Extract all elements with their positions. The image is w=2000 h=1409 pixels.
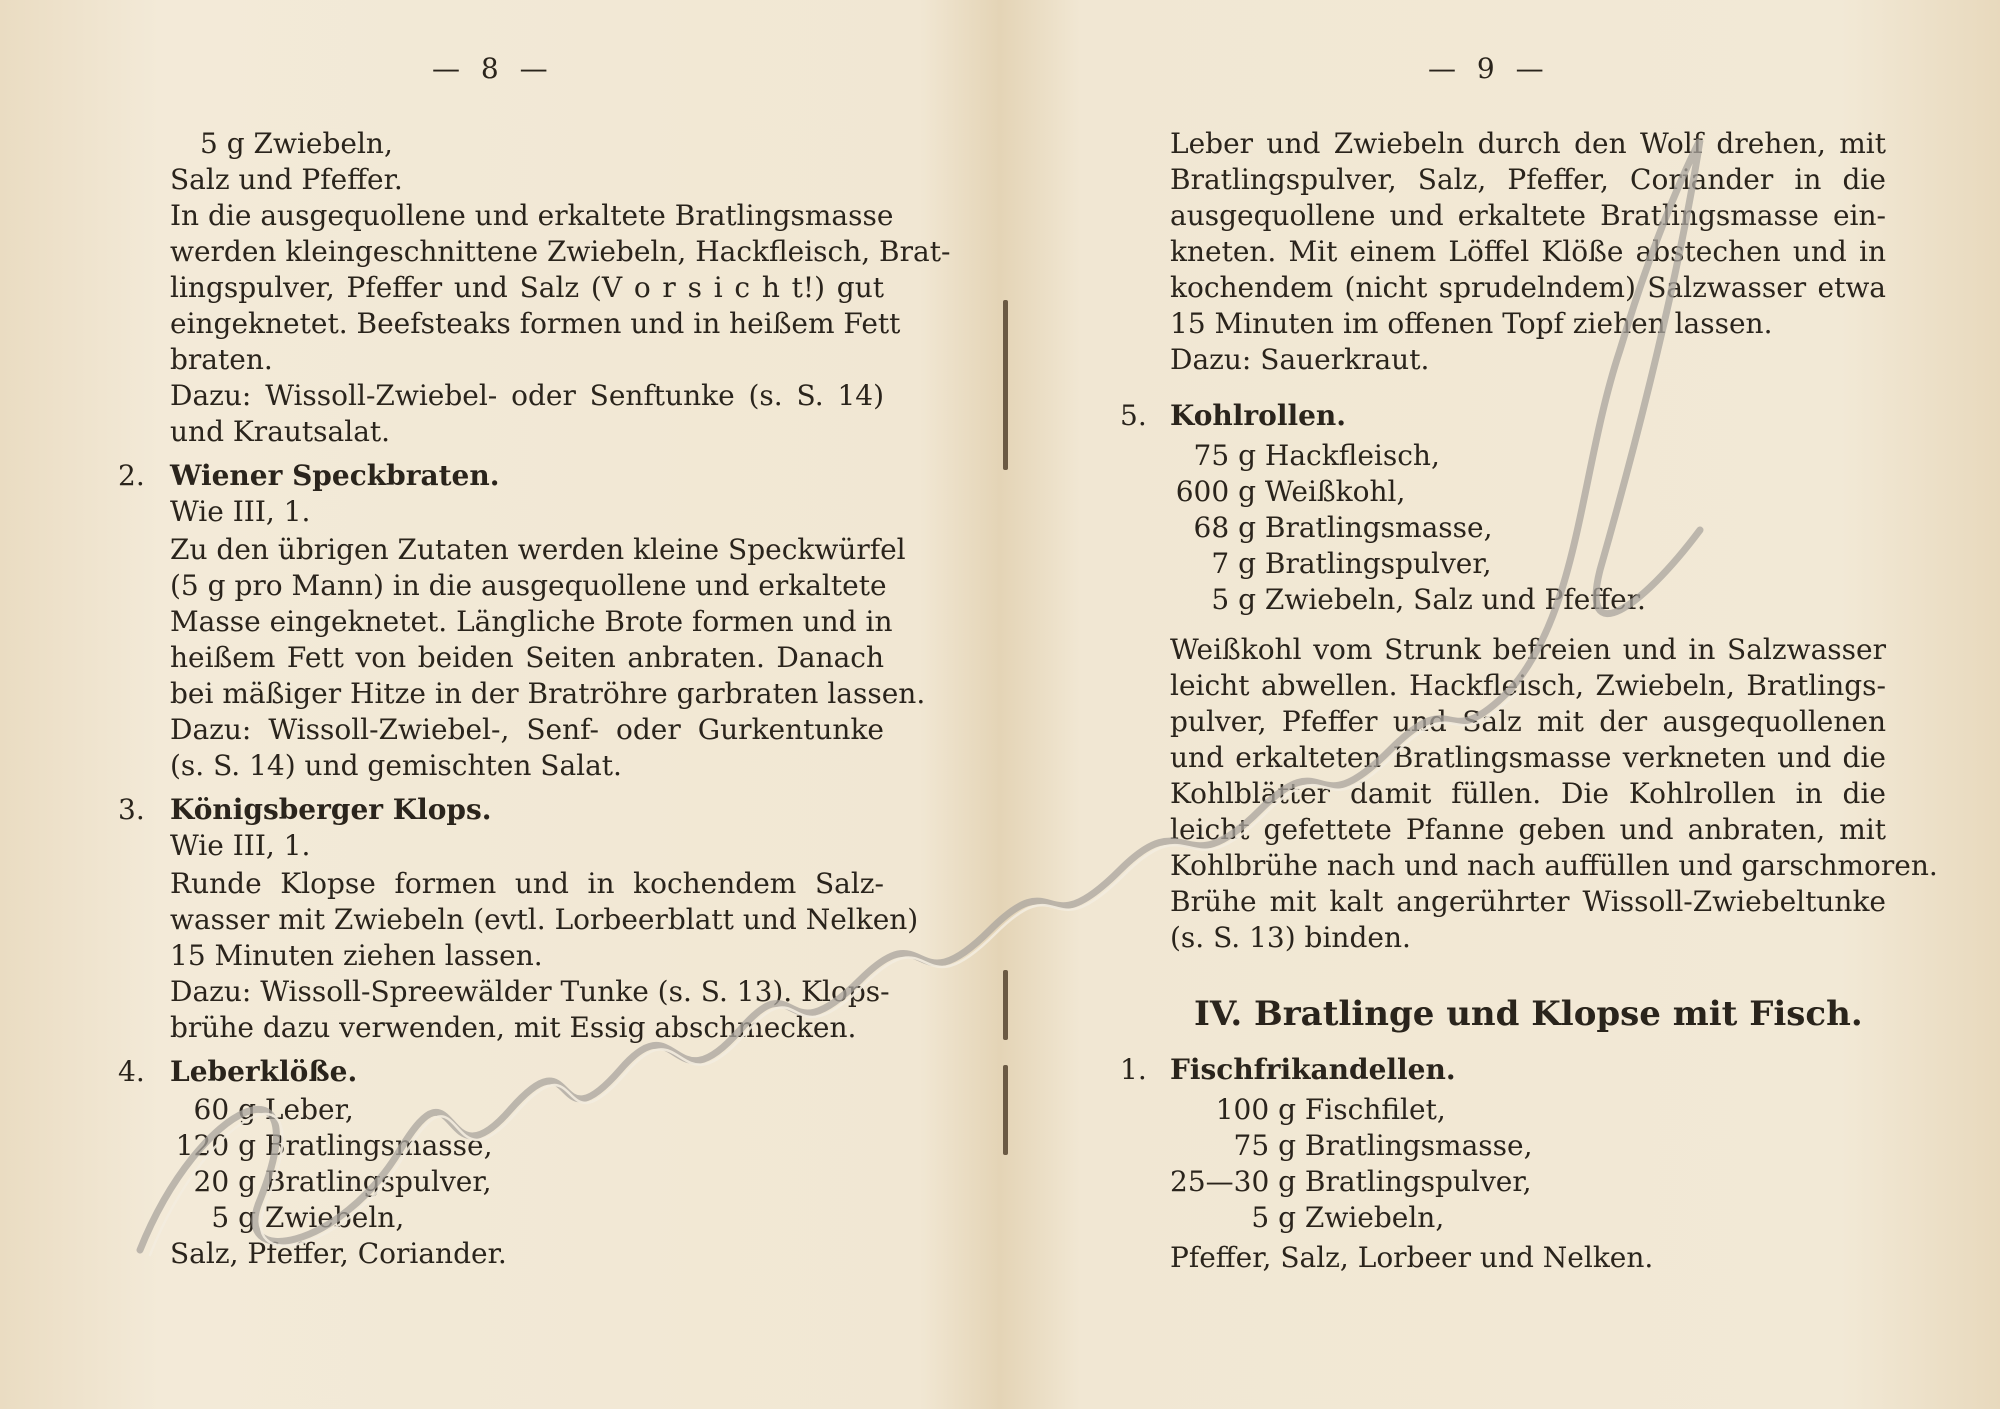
- ingredient-line: Salz und Pfeffer.: [170, 163, 403, 196]
- ingredient-line: 5 g Zwiebeln,: [200, 127, 393, 160]
- paragraph-line: 15 Minuten im offenen Topf ziehen lassen.: [1170, 307, 1773, 340]
- ingredient-quantity: 75 g: [1193, 439, 1256, 472]
- paragraph-line: braten.: [170, 343, 273, 376]
- page-number: — 8 —: [432, 52, 554, 85]
- paragraph-line: (5 g pro Mann) in die ausgequollene und erkaltete: [170, 569, 887, 602]
- ingredient-line: [170, 1200, 404, 1236]
- ingredient-line: [1170, 438, 1440, 474]
- ingredient-quantity: 68 g: [1193, 511, 1256, 544]
- paragraph-line: Runde Klopse formen und in kochendem Salz-: [170, 867, 884, 900]
- ingredient-quantity: 600 g: [1175, 475, 1256, 508]
- ingredient-quantity: 75 g: [1233, 1129, 1296, 1162]
- paragraph-line: lingspulver, Pfeffer und Salz (V o r s i c h t!) gut: [170, 271, 884, 304]
- ingredient-line: [1170, 474, 1405, 510]
- paragraph-line: Kohlbrühe nach und nach auffüllen und garschmoren.: [1170, 849, 1938, 882]
- ingredient-name: Bratlingsmasse,: [1304, 1129, 1533, 1162]
- page-number: — 9 —: [1428, 52, 1550, 85]
- recipe-reference: Wie III, 1.: [170, 829, 311, 862]
- recipe-title: Wiener Speckbraten.: [170, 459, 500, 492]
- recipe-number: 3.: [118, 793, 145, 826]
- paragraph-line: Brühe mit kalt angerührter Wissoll-Zwiebeltunke: [1170, 885, 1886, 918]
- ingredient-quantity: 5 g: [1211, 583, 1256, 616]
- paragraph-line: wasser mit Zwiebeln (evtl. Lorbeerblatt und Nelken): [170, 903, 919, 936]
- ingredient-line: [1170, 1200, 1444, 1236]
- ingredient-line: [170, 1128, 493, 1164]
- recipe-number: 5.: [1120, 399, 1147, 432]
- paragraph-line: Masse eingeknetet. Längliche Brote formen und in: [170, 605, 893, 638]
- ingredient-name: Leber,: [264, 1093, 354, 1126]
- recipe-title: Kohlrollen.: [1170, 399, 1347, 432]
- paragraph-line: werden kleingeschnittene Zwiebeln, Hackfleisch, Brat-: [170, 235, 951, 268]
- ingredient-line: [1170, 1164, 1532, 1200]
- paragraph-line: leicht abwellen. Hackfleisch, Zwiebeln, Bratlings-: [1170, 669, 1886, 702]
- ingredient-name: Bratlingsmasse,: [264, 1129, 493, 1162]
- recipe-number: 2.: [118, 459, 145, 492]
- ingredient-name: Bratlingsmasse,: [1264, 511, 1493, 544]
- ingredient-line: [1170, 510, 1493, 546]
- ingredient-quantity: 20 g: [193, 1165, 256, 1198]
- paragraph-line: brühe dazu verwenden, mit Essig abschmecken.: [170, 1011, 857, 1044]
- ingredient-name: Bratlingspulver,: [1264, 547, 1492, 580]
- paragraph-line: Zu den übrigen Zutaten werden kleine Speckwürfel: [170, 533, 906, 566]
- paragraph-line: kochendem (nicht sprudelndem) Salzwasser etwa: [1170, 271, 1886, 304]
- recipe-title: Leberklöße.: [170, 1055, 358, 1088]
- ingredient-quantity: 100 g: [1215, 1093, 1296, 1126]
- paragraph-line: Dazu: Wissoll-Zwiebel-, Senf- oder Gurkentunke: [170, 713, 884, 746]
- ingredient-name: Fischfilet,: [1304, 1093, 1446, 1126]
- recipe-title: Königsberger Klops.: [170, 793, 492, 826]
- recipe-reference: Wie III, 1.: [170, 495, 311, 528]
- right-page: [1000, 0, 2000, 1409]
- ingredient-quantity: 5 g: [1251, 1201, 1296, 1234]
- ingredient-line: [1170, 1128, 1533, 1164]
- paragraph-line: In die ausgequollene und erkaltete Bratlingsmasse: [170, 199, 894, 232]
- paragraph-line: Dazu: Wissoll-Zwiebel- oder Senftunke (s. S. 14): [170, 379, 884, 412]
- ingredient-name: Zwiebeln, Salz und Pfeffer.: [1264, 583, 1646, 616]
- paragraph-line: leicht gefettete Pfanne geben und anbraten, mit: [1170, 813, 1886, 846]
- paragraph-line: ausgequollene und erkaltete Bratlingsmasse ein-: [1170, 199, 1886, 232]
- ingredient-line: Salz, Pfeffer, Coriander.: [170, 1237, 507, 1270]
- ingredient-quantity: 120 g: [175, 1129, 256, 1162]
- ingredient-name: Bratlingspulver,: [1304, 1165, 1532, 1198]
- paragraph-line: und Krautsalat.: [170, 415, 391, 448]
- ingredient-line: [170, 1164, 492, 1200]
- ingredient-quantity: 60 g: [193, 1093, 256, 1126]
- paragraph-line: Weißkohl vom Strunk befreien und in Salzwasser: [1170, 633, 1886, 666]
- paragraph-line: Leber und Zwiebeln durch den Wolf drehen, mit: [1170, 127, 1886, 160]
- ingredient-line: [1170, 546, 1492, 582]
- section-heading: IV. Bratlinge und Klopse mit Fisch.: [1194, 994, 1863, 1034]
- paragraph-line: heißem Fett von beiden Seiten anbraten. Danach: [170, 641, 884, 674]
- ingredient-name: Bratlingspulver,: [264, 1165, 492, 1198]
- recipe-number: 4.: [118, 1055, 145, 1088]
- paragraph-line: Dazu: Wissoll-Spreewälder Tunke (s. S. 13). Klops-: [170, 975, 890, 1008]
- ingredient-name: Zwiebeln,: [264, 1201, 405, 1234]
- recipe-number: 1.: [1120, 1053, 1147, 1086]
- paragraph-line: und erkalteten Bratlingsmasse verkneten und die: [1170, 741, 1886, 774]
- ingredient-quantity: 7 g: [1211, 547, 1256, 580]
- paragraph-line: bei mäßiger Hitze in der Bratröhre garbraten lassen.: [170, 677, 926, 710]
- paragraph-line: Bratlingspulver, Salz, Pfeffer, Coriander in die: [1170, 163, 1886, 196]
- recipe-title: Fischfrikandellen.: [1170, 1053, 1456, 1086]
- paragraph-line: Kohlblätter damit füllen. Die Kohlrollen in die: [1170, 777, 1886, 810]
- ingredient-quantity: 5 g: [211, 1201, 256, 1234]
- paragraph-line: pulver, Pfeffer und Salz mit der ausgequollenen: [1170, 705, 1886, 738]
- paragraph-line: (s. S. 13) binden.: [1170, 921, 1411, 954]
- paragraph-line: eingeknetet. Beefsteaks formen und in heißem Fett: [170, 307, 901, 340]
- paragraph-line: kneten. Mit einem Löffel Klöße abstechen und in: [1170, 235, 1886, 268]
- ingredient-quantity: 25—30 g: [1170, 1165, 1297, 1198]
- paragraph-line: 15 Minuten ziehen lassen.: [170, 939, 543, 972]
- ingredient-name: Zwiebeln,: [1304, 1201, 1445, 1234]
- ingredient-line: [1170, 1092, 1446, 1128]
- ingredient-line: [1170, 582, 1646, 618]
- paragraph-line: Dazu: Sauerkraut.: [1170, 343, 1430, 376]
- ingredient-name: Hackfleisch,: [1264, 439, 1440, 472]
- paragraph-line: (s. S. 14) und gemischten Salat.: [170, 749, 622, 782]
- ingredient-name: Weißkohl,: [1264, 475, 1406, 508]
- ingredient-line: [170, 1092, 354, 1128]
- ingredient-line: Pfeffer, Salz, Lorbeer und Nelken.: [1170, 1241, 1654, 1274]
